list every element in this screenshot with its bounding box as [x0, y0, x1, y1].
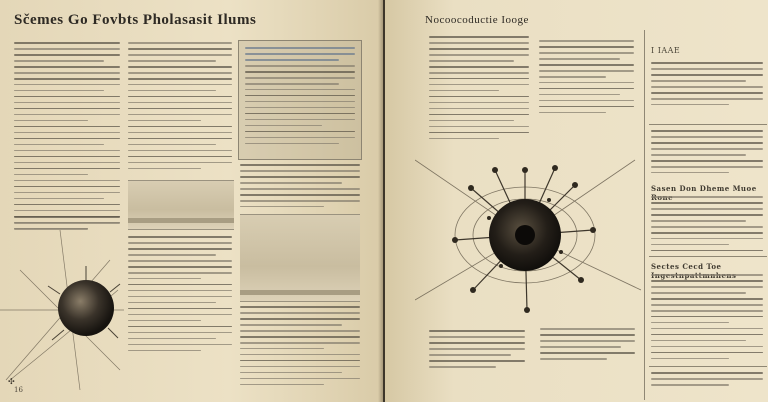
left-text-column-2b: [128, 236, 232, 356]
left-page-title: Sčemes Go Fovbts Pholasasit Ilums: [14, 12, 257, 28]
right-sidebar-mid: [651, 130, 763, 178]
right-caption-left: [429, 330, 525, 372]
left-page: [0, 0, 383, 402]
right-page: [385, 0, 768, 402]
right-sidebar-section-1: [651, 196, 763, 256]
left-page-number: 16: [14, 386, 23, 394]
right-intro-column-2: [539, 40, 634, 118]
sphere-illustration: [0, 230, 124, 390]
right-caption-middle: [540, 328, 635, 364]
left-text-column-3: [240, 164, 360, 212]
right-sidebar-heading: I IAAE: [651, 46, 681, 55]
right-intro-column: [429, 36, 529, 144]
right-sidebar-top: [651, 62, 763, 110]
left-caption: [14, 216, 120, 234]
right-sidebar-footer: [651, 372, 763, 390]
landscape-figure-2: [240, 214, 360, 302]
left-text-column-2: [128, 42, 232, 174]
landscape-figure-1: [128, 180, 234, 230]
right-section-heading-1: Sasen Don Dheme Muoe: [651, 184, 757, 193]
left-text-column-1: [14, 42, 120, 234]
right-page-title: Nocoocoductie Iooge: [425, 14, 529, 26]
left-text-column-3b: [240, 306, 360, 390]
right-section-heading-2: Sectes Cecd Toe: [651, 262, 722, 271]
radial-diagram: [415, 140, 641, 340]
svg-text:✣: ✣: [8, 377, 15, 386]
right-sidebar-section-2: [651, 274, 763, 364]
left-sidebar-box: [238, 40, 362, 160]
